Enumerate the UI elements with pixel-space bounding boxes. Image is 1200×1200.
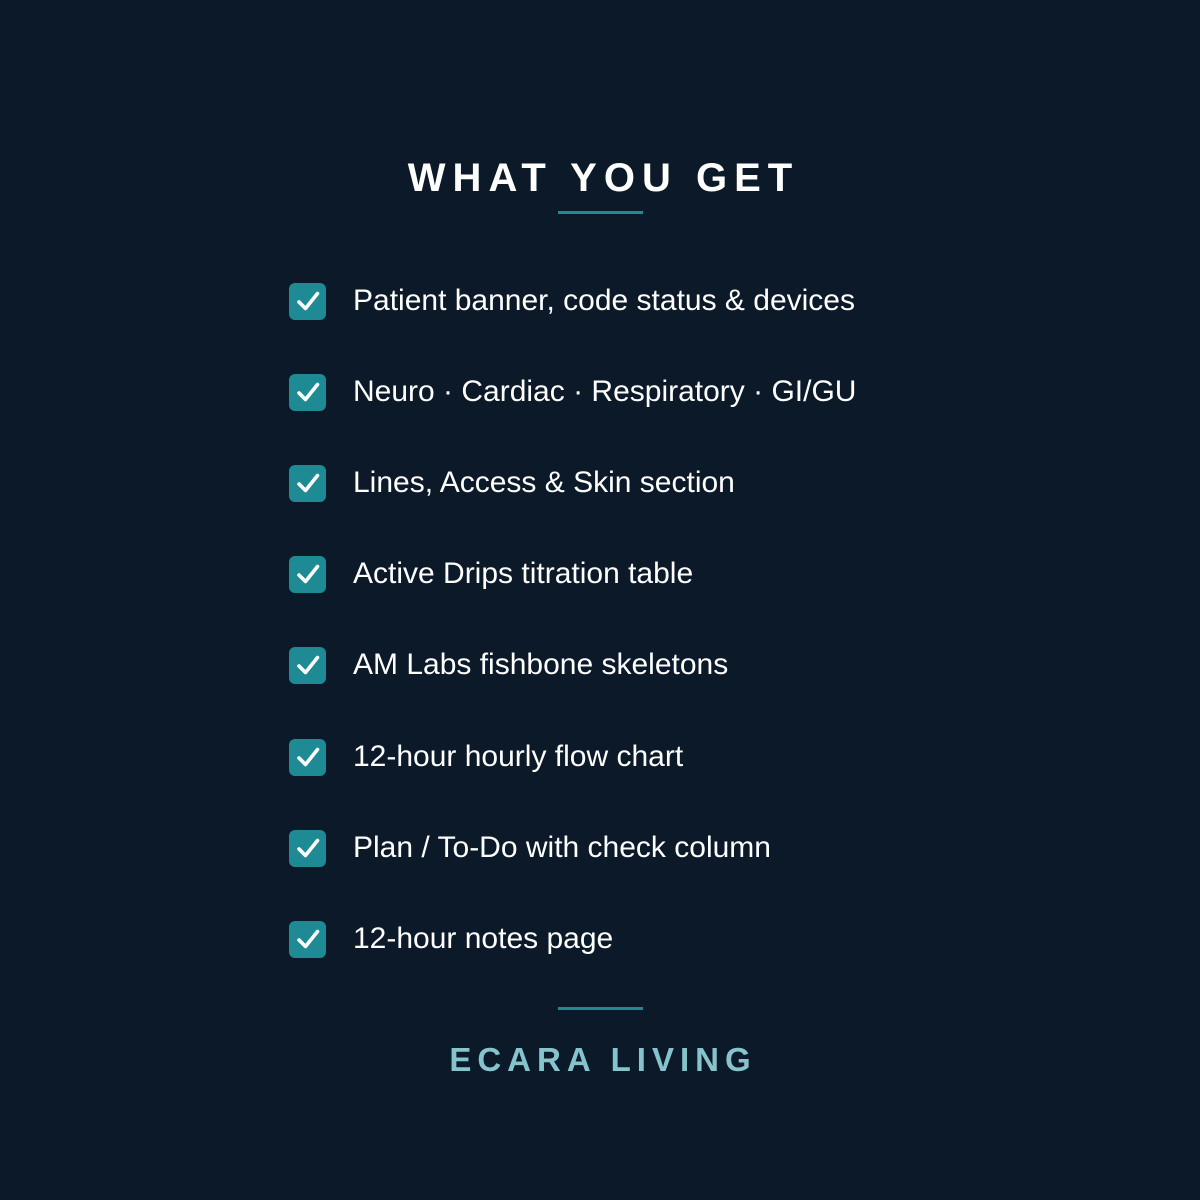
feature-label: Plan / To-Do with check column [353, 831, 771, 864]
checkbox-checked-icon [289, 465, 326, 502]
list-item [289, 463, 735, 503]
feature-label: Active Drips titration table [353, 557, 694, 590]
checkbox-checked-icon [289, 921, 326, 958]
feature-label: Neuro · Cardiac · Respiratory · GI/GU [353, 375, 857, 408]
brand-name: ECARA LIVING [449, 1041, 757, 1078]
feature-label: 12-hour notes page [353, 922, 614, 955]
list-item [289, 372, 856, 412]
feature-label: 12-hour hourly flow chart [353, 740, 684, 773]
checkbox-checked-icon [289, 739, 326, 776]
list-item [289, 645, 728, 685]
checkbox-checked-icon [289, 374, 326, 411]
list-item [289, 554, 693, 594]
feature-label: Patient banner, code status & devices [353, 284, 855, 317]
list-item [289, 828, 771, 868]
list-item [289, 919, 613, 959]
list-item [289, 737, 683, 777]
page-title: WHAT YOU GET [407, 156, 800, 200]
checkbox-checked-icon [289, 283, 326, 320]
checkbox-checked-icon [289, 830, 326, 867]
footer-divider [558, 1007, 643, 1010]
list-item [289, 281, 855, 321]
checkbox-checked-icon [289, 556, 326, 593]
feature-label: Lines, Access & Skin section [353, 466, 735, 499]
feature-label: AM Labs fishbone skeletons [353, 648, 729, 681]
checkbox-checked-icon [289, 647, 326, 684]
